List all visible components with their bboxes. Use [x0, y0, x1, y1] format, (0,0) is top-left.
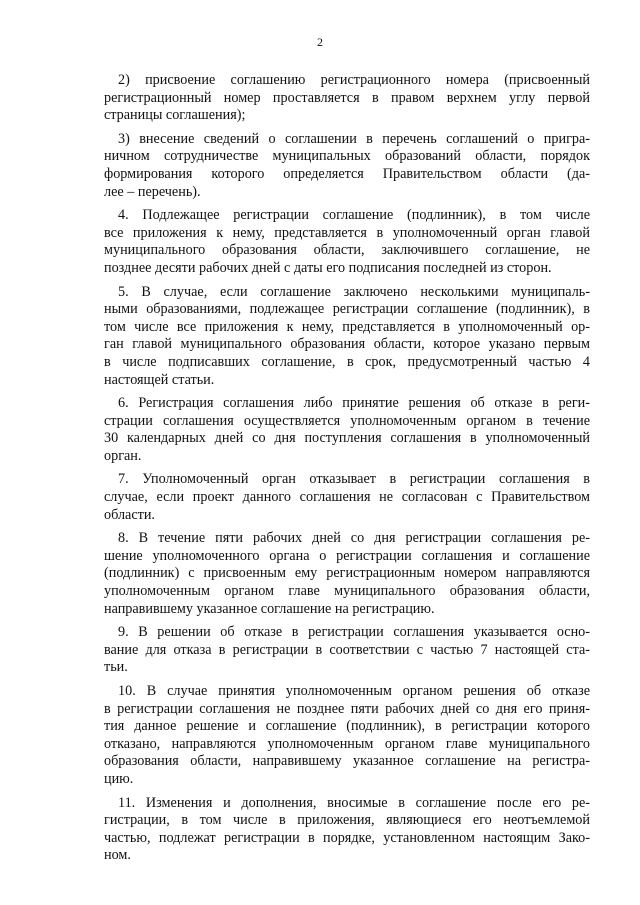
text-line: тьи.: [104, 659, 128, 676]
paragraph: [104, 471, 590, 524]
text-line: орган.: [104, 447, 142, 464]
text-line: случае, если проект данного соглашения не согласован с Правительством: [104, 489, 590, 506]
text-line: ном.: [104, 847, 131, 864]
paragraph: [104, 395, 590, 465]
text-line: 7. Уполномоченный орган отказывает в регистрации соглашения в: [118, 471, 590, 488]
paragraph: [104, 795, 590, 865]
text-line: все приложения к нему, представляется в уполномоченный орган главой: [104, 224, 590, 241]
text-line: (подлинник) с присвоенным ему регистрационным номером направляются: [104, 565, 590, 582]
text-line: позднее десяти рабочих дней с даты его подписания последней из сторон.: [104, 259, 552, 276]
text-line: страницы соглашения);: [104, 107, 246, 124]
paragraph: [104, 72, 590, 125]
text-line: 8. В течение пяти рабочих дней со дня регистрации соглашения ре-: [118, 530, 590, 547]
text-line: 6. Регистрация соглашения либо принятие решения об отказе в реги-: [118, 395, 590, 412]
text-line: отказано, направляются уполномоченным органом главе муниципального: [104, 735, 590, 752]
text-line: 10. В случае принятия уполномоченным органом решения об отказе: [118, 683, 590, 699]
text-line: 3) внесение сведений о соглашении в перечень соглашений о пригра-: [118, 130, 590, 147]
text-line: тия данное решение и соглашение (подлинник), в регистрации которого: [104, 718, 590, 735]
text-line: области.: [104, 506, 155, 523]
paragraph: [104, 284, 590, 390]
text-line: настоящей статьи.: [104, 371, 215, 388]
text-line: муниципального образования области, заключившего соглашение, не: [104, 242, 590, 259]
text-line: лее – перечень).: [104, 183, 201, 200]
text-line: 5. В случае, если соглашение заключено несколькими муниципаль-: [118, 283, 590, 300]
text-line: 11. Изменения и дополнения, вносимые в соглашение после его ре-: [118, 794, 590, 811]
page-number: 2: [317, 35, 323, 49]
text-line: образования области, направившему указанное соглашение на регистра-: [104, 753, 590, 770]
text-line: направившему указанное соглашение на регистрацию.: [104, 600, 435, 617]
text-line: ными образованиями, подлежащее регистрации соглашение (подлинник), в: [104, 301, 590, 318]
text-line: 9. В решении об отказе в регистрации соглашения указывается осно-: [118, 624, 590, 641]
text-line: цию.: [104, 770, 134, 787]
text-line: гистрации, в том числе в приложения, являющиеся его неотъемлемой: [104, 812, 590, 829]
text-line: регистрационный номер проставляется в правом верхнем углу первой: [104, 89, 590, 106]
paragraph: [104, 624, 590, 677]
paragraph: [104, 207, 590, 277]
text-line: частью, подлежат регистрации в порядке, установленном настоящим Зако-: [104, 829, 590, 846]
text-line: 4. Подлежащее регистрации соглашение (подлинник), в том числе: [118, 207, 590, 224]
text-line: 30 календарных дней со дня поступления соглашения в уполномоченный: [104, 430, 590, 447]
paragraph: [104, 530, 590, 618]
text-line: формирования которого определяется Правительством области (да-: [104, 165, 590, 182]
text-line: страции соглашения осуществляется уполномоченным органом в течение: [104, 412, 590, 429]
text-line: ган главой муниципального образования области, которое указано первым: [104, 336, 590, 353]
text-line: вание для отказа в регистрации в соответствии с частью 7 настоящей ста-: [104, 641, 590, 658]
text-line: ничном сотрудничестве муниципальных образований области, порядок: [104, 148, 590, 165]
paragraph: [104, 683, 590, 789]
text-line: в регистрации соглашения не позднее пяти рабочих дней со дня его приня-: [104, 700, 590, 717]
text-line: том числе все приложения к нему, представляется в уполномоченный ор-: [104, 318, 590, 335]
document-body: [104, 72, 590, 865]
text-line: уполномоченным органом главе муниципального образования области,: [104, 583, 590, 600]
text-line: 2) присвоение соглашению регистрационного номера (присвоенный: [118, 72, 590, 88]
paragraph: [104, 131, 590, 201]
text-line: шение уполномоченного органа о регистрации соглашения и соглашение: [104, 547, 590, 564]
text-line: в числе подписавших соглашение, в срок, предусмотренный частью 4: [104, 353, 590, 370]
